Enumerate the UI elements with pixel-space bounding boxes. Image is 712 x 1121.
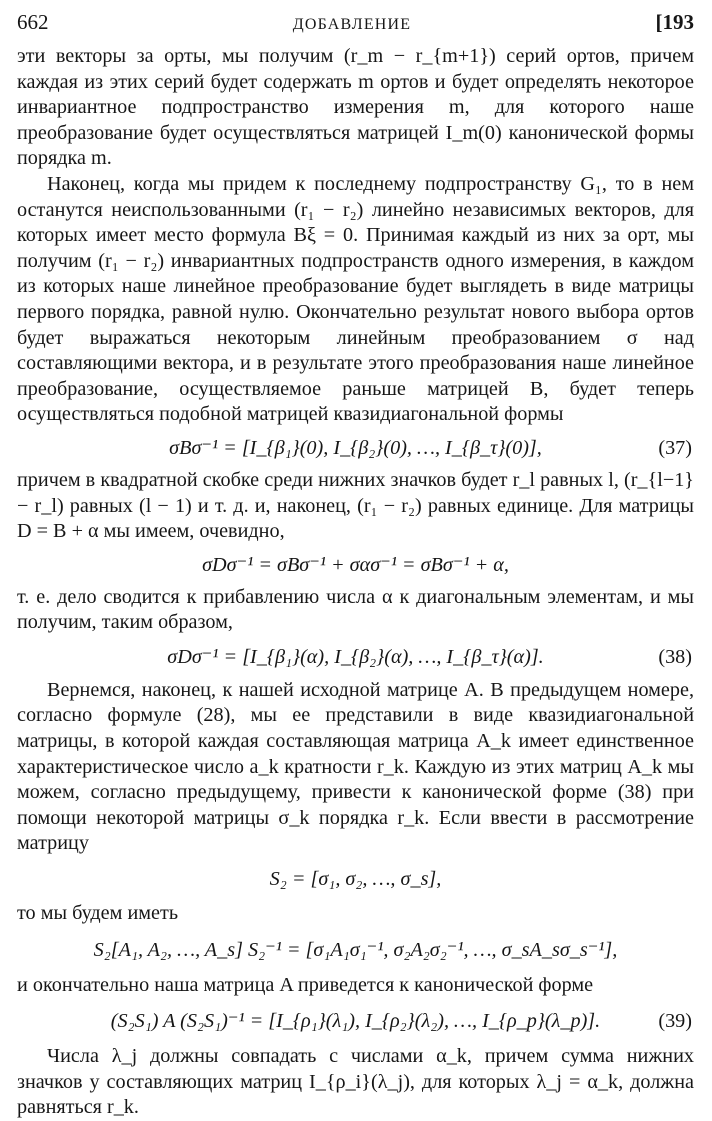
- formula-38-body: σDσ⁻¹ = [I_{β₁}(α), I_{β₂}(α), …, I_{β_τ}(α)].: [167, 645, 544, 668]
- equation-number-37: (37): [658, 436, 692, 459]
- formula-long: [17, 930, 694, 970]
- equation-number-39: (39): [658, 1010, 692, 1033]
- formula-d-body: σDσ⁻¹ = σBσ⁻¹ + σασ⁻¹ = σBσ⁻¹ + α,: [202, 553, 509, 576]
- formula-39: [17, 1001, 694, 1041]
- paragraph-2: Наконец, когда мы придем к последнему подпространству G₁, то в нем останутся неиспользованными (r₁ − r₂) линейно независимых векторов, для которых имеет место формула Bξ = 0. Принимая каждый из них за орт, мы получим (r₁ − r₂) инвариантных подпространств одного измерения, в каждом из которых наше линейное преобразование будет выглядеть в виде матрицы первого порядка, равной нулю. Окончательно результат нового выбора ортов будет выражаться некоторым линейным преобразованием σ над составляющими вектора, и в результате этого преобразования наше линейное преобразование, осуществляемое раньше матрицей B, будет теперь осуществляться подобной матрицей квазидиагональной формы: [17, 172, 694, 426]
- equation-number-38: (38): [658, 645, 692, 668]
- paragraph-6: то мы будем иметь: [17, 902, 179, 925]
- paragraph-4: т. е. дело сводится к прибавлению числа α к диагональным элементам, и мы получим, таким образом,: [17, 585, 694, 634]
- formula-37-body: σBσ⁻¹ = [I_{β₁}(0), I_{β₂}(0), …, I_{β_τ}(0)],: [169, 436, 542, 459]
- paragraph-1: эти векторы за орты, мы получим (r_m − r_{m+1}) серий ортов, причем каждая из этих серий будет содержать m ортов и будет определять некоторое инвариантное подпространство измерения m, для которого наше преобразование будет осуществляться матрицей I_m(0) канонической формы порядка m.: [17, 45, 694, 170]
- formula-d: [17, 548, 694, 582]
- page-number: 662: [17, 10, 49, 34]
- section-number: [193: [655, 10, 694, 34]
- page-header: [17, 10, 694, 44]
- formula-long-body: S₂[A₁, A₂, …, A_s] S₂⁻¹ = [σ₁A₁σ₁⁻¹, σ₂A₂σ₂⁻¹, …, σ_sA_sσ_s⁻¹],: [93, 938, 618, 961]
- formula-37: [17, 431, 694, 465]
- paragraph-8: Числа λ_j должны совпадать с числами α_k, причем сумма нижних значков у составляющих матриц I_{ρ_i}(λ_j), для которых λ_j = α_k, должна равняться r_k.: [17, 1045, 694, 1119]
- formula-39-body: (S₂S₁) A (S₂S₁)⁻¹ = [I_{ρ₁}(λ₁), I_{ρ₂}(λ₂), …, I_{ρ_p}(λ_p)].: [110, 1010, 601, 1033]
- paragraph-3: причем в квадратной скобке среди нижних значков будет r_l равных l, (r_{l−1} − r_l) равных (l − 1) и т. д. и, наконец, (r₁ − r₂) равных единице. Для матрицы D = B + α мы имеем, очевидно,: [17, 468, 694, 543]
- formula-s2-body: S₂ = [σ₁, σ₂, …, σ_s],: [269, 868, 442, 891]
- formula-38: [17, 639, 694, 675]
- paragraph-7: и окончательно наша матрица A приведется к канонической форме: [17, 973, 594, 996]
- running-title: ДОБАВЛЕНИЕ: [292, 16, 412, 33]
- formula-s2: [17, 860, 694, 898]
- paragraph-5: Вернемся, наконец, к нашей исходной матрице A. В предыдущем номере, согласно формуле (28), мы ее представили в виде квазидиагональной матрицы, в которой каждая составляющая матрица A_k имеет единственное характеристическое число a_k кратности r_k. Каждую из этих матриц A_k мы можем, согласно предыдущему, привести к канонической форме (38) при помощи некоторой матрицы σ_k порядка r_k. Если ввести в рассмотрение матрицу: [17, 678, 694, 855]
